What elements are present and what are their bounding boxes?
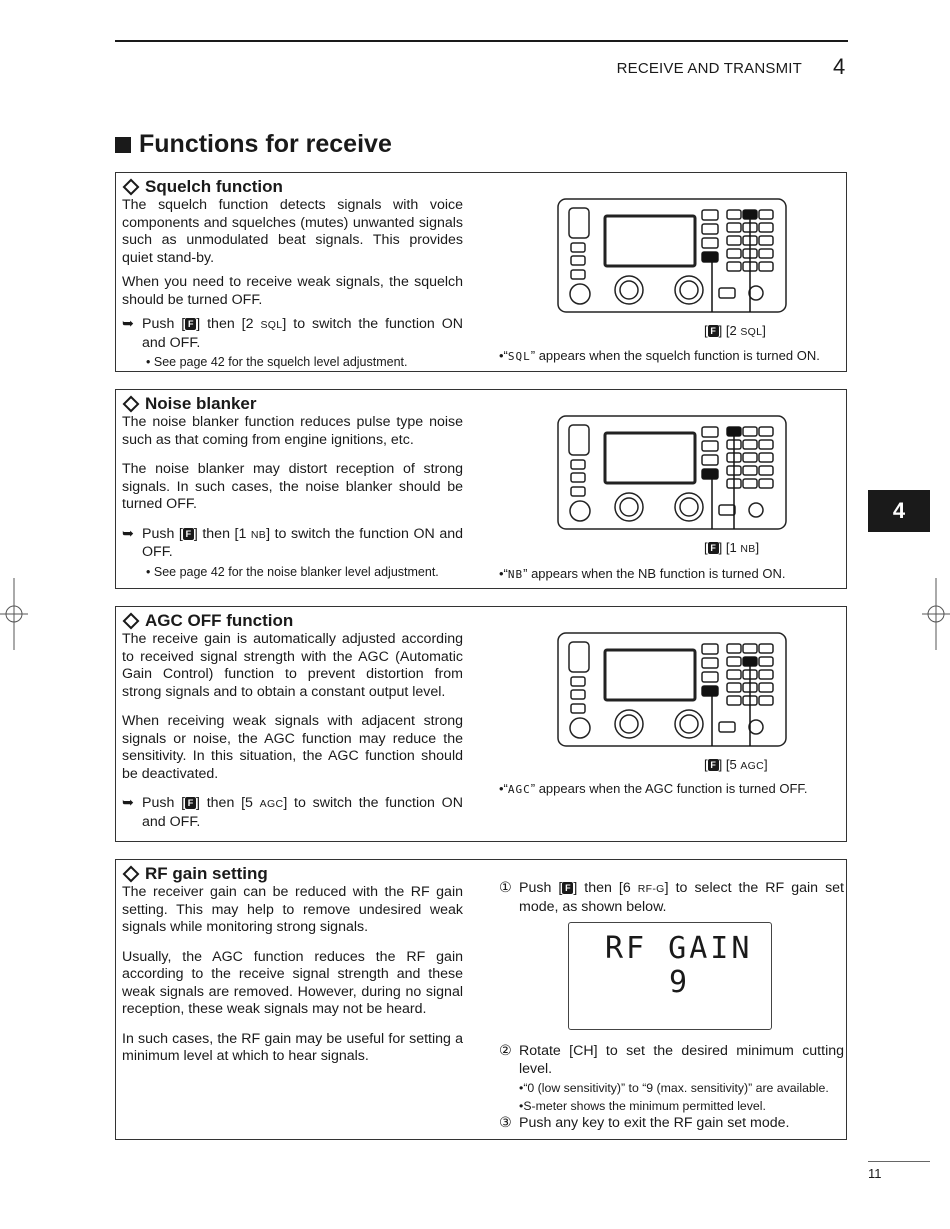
f-key-icon: F	[562, 882, 573, 894]
agc-p1: The receive gain is automatically adjusted according to received signal strength with the AGC (Automatic Gain Control) function to prevent distortion from strong signals and to obtain a constant output level.	[122, 631, 463, 700]
f-key-icon: F	[708, 759, 719, 771]
rf-step-2-note-2: •S-meter shows the minimum permitted level.	[519, 1098, 766, 1113]
squelch-p1: The squelch function detects signals with voice components and squelches (mutes) unwanted signals such as unmodulated beat signals. This provides quiet stand-by.	[122, 197, 463, 266]
rf-gain-text	[122, 884, 463, 1073]
page-number: 11	[868, 1166, 882, 1181]
rf-step-2-note-1: •“0 (low sensitivity)” to “9 (max. sensitivity)” are available.	[519, 1081, 829, 1095]
footer-rule	[868, 1161, 930, 1162]
squelch-display-note: •“SQL” appears when the squelch function is turned ON.	[499, 348, 820, 363]
lcd-indicator: AGC	[507, 783, 531, 796]
noise-blanker-text	[122, 414, 463, 581]
agc-callout: [ F ] [5 AGC]	[704, 757, 768, 772]
rf-step-3: ③ Push any key to exit the RF gain set mode.	[499, 1115, 790, 1131]
radio-panel-illustration	[557, 198, 787, 313]
agc-display-note: •“AGC” appears when the AGC function is turned OFF.	[499, 781, 808, 796]
noise-note: • See page 42 for the noise blanker level adjustment.	[146, 564, 439, 579]
noise-blanker-section	[115, 389, 847, 589]
noise-callout: [ F ] [1 NB]	[704, 540, 760, 555]
squelch-step: ➥ Push [ F ] then [2 SQL] to switch the function ON and OFF.	[122, 316, 463, 351]
lcd-indicator: SQL	[507, 350, 531, 363]
header-rule	[115, 40, 848, 42]
running-header: RECEIVE AND TRANSMIT	[616, 60, 802, 77]
arrow-icon: ➥	[122, 316, 134, 332]
rf-steps-top	[499, 880, 844, 916]
squelch-text	[122, 197, 463, 372]
rf-gain-lcd	[568, 922, 772, 1030]
rf-step-2: ② Rotate [CH] to set the desired minimum cutting level.	[499, 1043, 844, 1077]
noise-p2: The noise blanker may distort reception of strong signals. In such cases, the noise blanker should be turned OFF.	[122, 461, 463, 512]
rf-steps-bottom	[499, 1043, 844, 1133]
arrow-icon: ➥	[122, 525, 134, 542]
agc-section	[115, 606, 847, 842]
radio-panel-illustration	[557, 415, 787, 530]
chapter-number: 4	[833, 54, 846, 79]
rf-p2: Usually, the AGC function reduces the RF gain according to the receive signal strength and these weak signals are removed. However, during no signal reception, these weak signals may not be heard.	[122, 948, 463, 1017]
rf-gain-section	[115, 859, 847, 1140]
diamond-icon	[123, 179, 140, 196]
page-title-text: Functions for receive	[139, 130, 392, 158]
radio-panel-illustration	[557, 632, 787, 747]
agc-p2: When receiving weak signals with adjacent strong signals or noise, the AGC function may reduce the sensitivity. In this situation, the AGC function should be deactivated.	[122, 713, 463, 782]
lcd-line-2: 9	[669, 965, 688, 1000]
noise-display-note: •“NB” appears when the NB function is turned ON.	[499, 566, 786, 581]
diamond-icon	[123, 396, 140, 413]
lcd-line-1: RF GAIN	[605, 931, 753, 966]
squelch-section	[115, 172, 847, 372]
rf-gain-heading: RF gain setting	[122, 864, 268, 884]
f-key-icon: F	[183, 528, 194, 540]
agc-step: ➥ Push [ F ] then [5 AGC] to switch the function ON and OFF.	[122, 795, 463, 830]
rf-p1: The receiver gain can be reduced with the RF gain setting. This may help to remove undesired weak signals while monitoring strong signals.	[122, 884, 463, 935]
squelch-note: • See page 42 for the squelch level adjustment.	[146, 355, 408, 369]
f-key-icon: F	[708, 325, 719, 337]
noise-step: ➥ Push [ F ] then [1 NB] to switch the function ON and OFF.	[122, 525, 463, 560]
squelch-p2: When you need to receive weak signals, the squelch should be turned OFF.	[122, 274, 463, 308]
lcd-indicator: NB	[507, 568, 524, 581]
agc-heading: AGC OFF function	[122, 611, 293, 631]
arrow-icon: ➥	[122, 795, 134, 811]
diamond-icon	[123, 613, 140, 630]
squelch-callout: [ F ] [2 SQL]	[704, 323, 766, 338]
squelch-heading: Squelch function	[122, 177, 283, 197]
rf-p3: In such cases, the RF gain may be useful for setting a minimum level at which to hear signals.	[122, 1030, 463, 1064]
rf-step-1: ① Push [ F ] then [6 RF-G] to select the RF gain set mode, as shown below.	[499, 880, 844, 915]
agc-text	[122, 631, 463, 831]
noise-blanker-heading: Noise blanker	[122, 394, 257, 414]
page-title	[115, 130, 392, 159]
chapter-tab: 4	[868, 490, 930, 532]
diamond-icon	[123, 866, 140, 883]
square-bullet-icon	[115, 137, 131, 153]
noise-p1: The noise blanker function reduces pulse type noise such as that coming from engine ignitions, etc.	[122, 414, 463, 448]
f-key-icon: F	[185, 318, 196, 330]
f-key-icon: F	[708, 542, 719, 554]
f-key-icon: F	[185, 797, 196, 809]
